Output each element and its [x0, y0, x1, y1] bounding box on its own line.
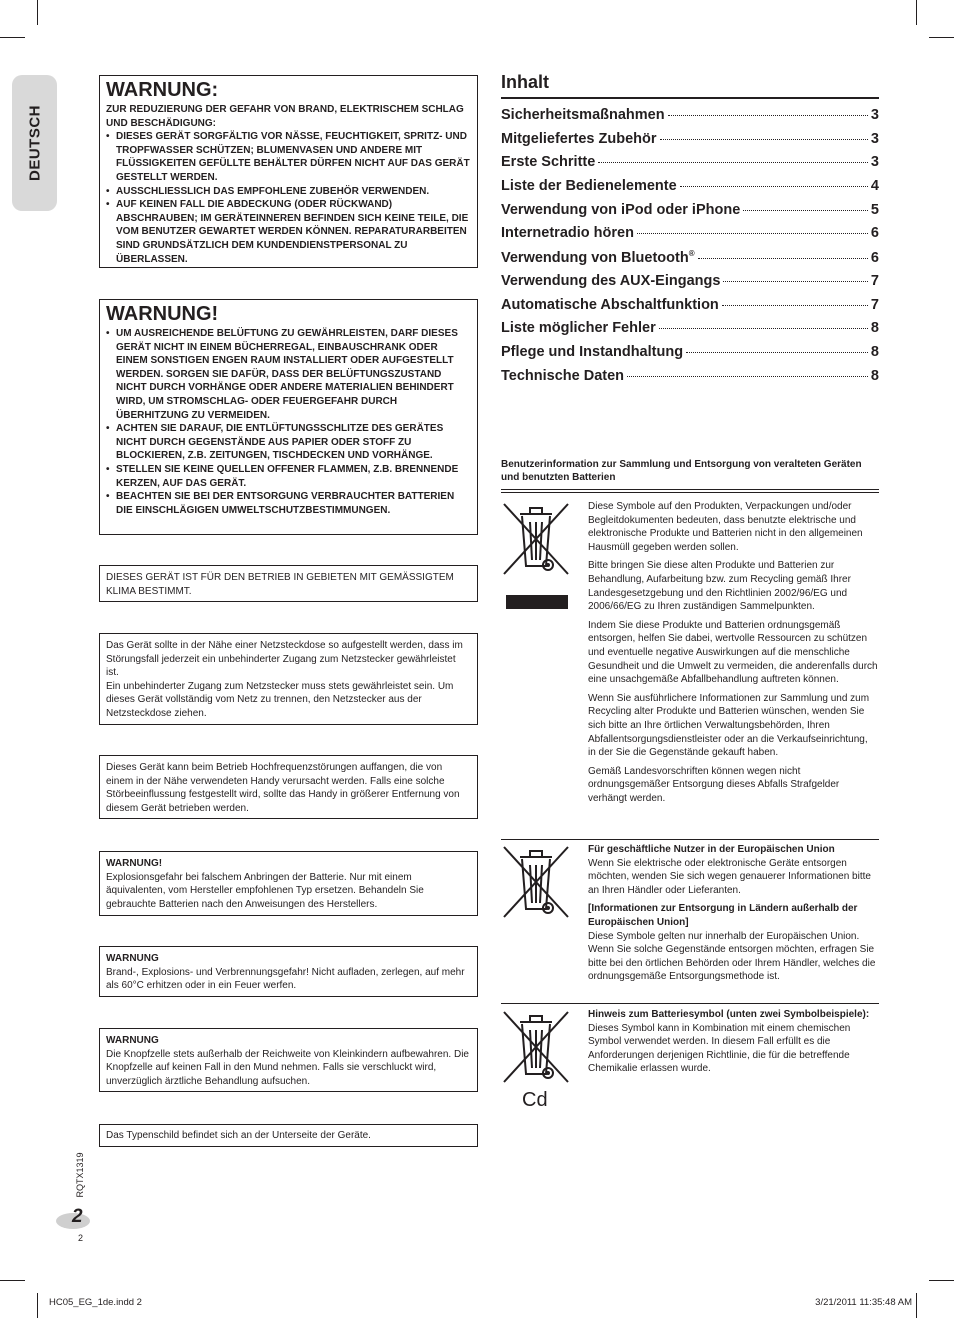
- toc-entry[interactable]: [501, 368, 879, 392]
- climate-note-box: [99, 565, 478, 602]
- disposal-paragraph: Gemäß Landesvorschriften können wegen nicht ordnungsgemäßer Entsorgung dieses Abfalls Strafgelder verhängt werden.: [588, 765, 840, 804]
- socket-note-p1: Das Gerät sollte in der Nähe einer Netzsteckdose so aufgestellt werden, dass im Störungsfall jederzeit ein unbehinderter Zugang zum Netzstecker gewährleistet ist.: [106, 640, 463, 679]
- toc-entry-page: 7: [870, 272, 879, 289]
- toc-leader: [743, 210, 868, 211]
- toc-entry-page: 3: [870, 130, 879, 147]
- toc-entry-page: 4: [870, 178, 879, 195]
- battery-symbol-text: Dieses Symbol kann in Kombination mit einem chemischen Symbol verwendet werden. In diesem Fall erfüllt es die Anforderungen derjenigen Richtlinie, die für die betreffende Chemikalie erlassen wurde.: [588, 1022, 851, 1075]
- toc-entry-label: Erste Schritte: [501, 154, 596, 171]
- toc-entry[interactable]: [501, 225, 879, 249]
- disposal-text-business: [588, 843, 878, 989]
- toc-entry-label: Technische Daten: [501, 367, 625, 384]
- disposal-divider: [501, 492, 879, 493]
- toc-entry-page: 6: [870, 225, 879, 242]
- disposal-paragraph: Indem Sie diese Produkte und Batterien ordnungsgemäß entsorgen, helfen Sie dabei, wertvolle Ressourcen zu schützen und eventuelle negative Auswirkungen auf die menschliche Gesundheit und die Umwelt zu vermeiden, die anderenfalls durch eine unsachgemäße Abfallbehandlung auftreten können.: [588, 619, 878, 686]
- crossed-bin-icon: [500, 500, 572, 612]
- battery-warning-title: WARNUNG!: [106, 858, 163, 869]
- toc-leader: [598, 162, 868, 163]
- page-number: 2: [72, 1206, 83, 1227]
- toc-leader: [659, 328, 868, 329]
- socket-note-box: [99, 633, 478, 725]
- toc-entry-page: 3: [870, 154, 879, 171]
- toc-entry[interactable]: [501, 320, 879, 344]
- disposal-separator: [501, 1003, 879, 1004]
- outside-title: [Informationen zur Entsorgung in Ländern außerhalb der Europäischen Union]: [588, 903, 858, 928]
- nameplate-note-box: [99, 1124, 478, 1147]
- table-of-contents: [501, 107, 879, 391]
- toc-entry-page: 5: [870, 201, 879, 218]
- toc-entry-label: Pflege und Instandhaltung: [501, 343, 684, 360]
- crop-mark: [929, 1280, 954, 1281]
- toc-entry-label: Internetradio hören: [501, 225, 634, 242]
- toc-leader: [722, 305, 868, 306]
- disposal-divider: [501, 489, 879, 490]
- toc-leader: [668, 115, 868, 116]
- toc-entry-label: Verwendung von iPod oder iPhone: [501, 201, 741, 218]
- toc-leader: [686, 352, 868, 353]
- toc-leader: [637, 233, 868, 234]
- toc-title: Inhalt: [501, 72, 549, 92]
- document-code-text: RQTX1319: [75, 1152, 85, 1198]
- document-code: [70, 1149, 90, 1201]
- warning-body: [106, 327, 471, 517]
- disposal-heading: Benutzerinformation zur Sammlung und Entsorgung von veralteten Geräten und benutzten Batterien: [501, 459, 862, 483]
- disposal-text-battery: [588, 1008, 878, 1081]
- toc-leader: [723, 281, 868, 282]
- battery-symbol-title: Hinweis zum Batteriesymbol (unten zwei Symbolbeispiele):: [588, 1009, 870, 1020]
- outside-text: Diese Symbole gelten nur innerhalb der Europäischen Union. Wenn Sie solche Gegenstände entsorgen möchten, erfragen Sie bitte bei den örtlichen Behörden oder Ihrem Händler, welches die ordnungsgemäße Entsorgungsmethode ist.: [588, 930, 876, 983]
- page-number-small: 2: [78, 1233, 84, 1243]
- warning-body: [106, 103, 471, 266]
- nameplate-note: Das Typenschild befindet sich an der Unterseite der Geräte.: [106, 1130, 371, 1141]
- warning-title: WARNUNG!: [106, 303, 219, 325]
- battery-warning-text: Die Knopfzelle stets außerhalb der Reichweite von Kleinkindern aufbewahren. Die Knopfzelle auf keinen Fall in den Mund nehmen. Falls sie verschluckt wird, unverzüglich ärztliche Behandlung aufsuchen.: [106, 1048, 469, 1087]
- warning-box-1: [99, 75, 478, 268]
- warning-title: WARNUNG:: [106, 79, 219, 101]
- toc-entry[interactable]: [501, 273, 879, 297]
- toc-entry-page: 6: [870, 249, 879, 266]
- toc-leader: [680, 186, 868, 187]
- warning-item: • STELLEN SIE KEINE QUELLEN OFFENER FLAMMEN, Z.B. BRENNENDE KERZEN, AUF DAS GERÄT.: [106, 463, 471, 490]
- toc-entry[interactable]: [501, 202, 879, 226]
- footer-datetime: 3/21/2011 11:35:48 AM: [815, 1297, 912, 1308]
- toc-entry[interactable]: [501, 249, 879, 273]
- warning-item: • AUF KEINEN FALL DIE ABDECKUNG (ODER RÜCKWAND) ABSCHRAUBEN; IM GERÄTEINNEREN BEFINDEN SICH KEINE TEILE, DIE VOM BENUTZER GEWARTET WERDEN KÖNNEN. REPARATURARBEITEN SIND GRUNDSÄTZLICH DEM KUNDENDIENSTPERSONAL ZU ÜBERLASSEN.: [106, 198, 471, 266]
- warning-box-2: [99, 299, 478, 535]
- business-text: Wenn Sie elektrische oder elektronische Geräte entsorgen möchten, wenden Sie sich wegen genauerer Informationen bitte an Ihren Händler oder Lieferanten.: [588, 857, 871, 896]
- disposal-paragraph: Diese Symbole auf den Produkten, Verpackungen und/oder Begleitdokumenten bedeuten, dass benutzte elektrische und elektronische Produkte und Batterien nicht in den allgemeinen Hausmüll gegeben werden sollen.: [588, 501, 863, 553]
- warning-item: • BEACHTEN SIE BEI DER ENTSORGUNG VERBRAUCHTER BATTERIEN DIE EINSCHLÄGIGEN UMWELTSCHUTZBESTIMMUNGEN.: [106, 490, 471, 517]
- toc-entry-label: Automatische Abschaltfunktion: [501, 296, 719, 313]
- rf-note: Dieses Gerät kann beim Betrieb Hochfrequenzstörungen auffangen, die von einem in der Nähe verwendeten Handy verursacht werden. Falls eine solche Störbeeinflussung festgestellt wird, sollte das Handy in größerer Entfernung von diesem Gerät betrieben werden.: [106, 762, 460, 814]
- toc-entry-label: Liste möglicher Fehler: [501, 320, 656, 337]
- toc-leader: [698, 258, 868, 259]
- outside-block: [588, 902, 878, 984]
- crop-mark: [916, 1293, 917, 1318]
- toc-leader: [627, 376, 868, 377]
- toc-entry-label: Liste der Bedienelemente: [501, 178, 677, 195]
- crop-mark: [916, 0, 917, 25]
- crop-mark: [37, 0, 38, 25]
- business-title: Für geschäftliche Nutzer in der Europäischen Union: [588, 844, 835, 855]
- toc-entry[interactable]: [501, 297, 879, 321]
- toc-entry[interactable]: [501, 107, 879, 131]
- toc-entry-page: 8: [870, 320, 879, 337]
- crossed-bin-icon: [500, 1008, 572, 1112]
- battery-warning-text: Brand-, Explosions- und Verbrennungsgefahr! Nicht aufladen, zerlegen, auf mehr als 60°C erhitzen oder in ein Feuer werfen.: [106, 966, 465, 992]
- registered-mark: ®: [688, 249, 695, 259]
- battery-warning-title: WARNUNG: [106, 1035, 159, 1046]
- footer-file: HC05_EG_1de.indd 2: [49, 1297, 142, 1308]
- crop-mark: [0, 37, 25, 38]
- toc-entry-page: 8: [870, 343, 879, 360]
- crop-mark: [0, 1280, 25, 1281]
- battery-warning-box-2: [99, 946, 478, 997]
- disposal-paragraph: Wenn Sie ausführlichere Informationen zur Sammlung und zum Recycling alter Produkte und Batterien wünschen, wenden Sie sich bitte an Ihre örtlichen Verwaltungsbehörden, Ihren Abfallentsorgungsdienstleister oder an die Verkaufseinrichtung, in der Sie die Gegenstände gekauft haben.: [588, 692, 870, 759]
- battery-warning-title: WARNUNG: [106, 953, 159, 964]
- disposal-text-main: [588, 500, 878, 810]
- toc-entry[interactable]: [501, 154, 879, 178]
- battery-warning-text: Explosionsgefahr bei falschem Anbringen der Batterie. Nur mit einem äquivalenten, vom Hersteller empfohlenen Typ ersetzen. Behandeln Sie gebrauchte Batterien nach den Anweisungen des Herstellers.: [106, 871, 424, 910]
- language-tab-label: DEUTSCH: [26, 104, 43, 182]
- warning-item: • UM AUSREICHENDE BELÜFTUNG ZU GEWÄHRLEISTEN, DARF DIESES GERÄT NICHT IN EINEM BÜCHERREGAL, EINBAUSCHRANK ODER EINEM SONSTIGEN ENGEN RAUM INSTALLIERT ODER AUFGESTELLT WERDEN. SORGEN SIE DAFÜR, DASS DER BELÜFTUNGSZUSTAND NICHT DURCH VORHÄNGE ODER ANDERE MATERIALIEN BEHINDERT WIRD, UM STROMSCHLAG- ODER FEUERGEFAHR DURCH ÜBERHITZUNG ZU VERMEIDEN.: [106, 327, 471, 422]
- warning-intro: ZUR REDUZIERUNG DER GEFAHR VON BRAND, ELEKTRISCHEM SCHLAG UND BESCHÄDIGUNG:: [106, 104, 464, 129]
- toc-entry-label-wrap: [501, 249, 695, 266]
- chemical-symbol: Cd: [522, 1089, 548, 1111]
- crossed-bin-icon: [500, 843, 572, 925]
- crop-mark: [929, 37, 954, 38]
- battery-block: [588, 1008, 878, 1076]
- warning-item: • AUSSCHLIESSLICH DAS EMPFOHLENE ZUBEHÖR VERWENDEN.: [106, 185, 471, 199]
- battery-warning-box-3: [99, 1028, 478, 1092]
- toc-entry-label: Mitgeliefertes Zubehör: [501, 130, 657, 147]
- warning-item: • ACHTEN SIE DARAUF, DIE ENTLÜFTUNGSSCHLITZE DES GERÄTES NICHT DURCH GEGENSTÄNDE AUS PAPIER ODER STOFF ZU BLOCKIEREN, Z.B. ZEITUNGEN, TISCHDECKEN UND VORHÄNGE.: [106, 422, 471, 463]
- toc-divider: [501, 97, 879, 99]
- climate-note: DIESES GERÄT IST FÜR DEN BETRIEB IN GEBIETEN MIT GEMÄSSIGTEM KLIMA BESTIMMT.: [106, 572, 454, 597]
- toc-entry[interactable]: [501, 178, 879, 202]
- toc-entry-page: 3: [870, 107, 879, 123]
- rf-note-box: [99, 755, 478, 819]
- toc-entry-label: Verwendung von Bluetooth: [501, 249, 689, 266]
- battery-warning-box-1: [99, 851, 478, 916]
- toc-entry-page: 8: [870, 367, 879, 384]
- business-block: [588, 843, 878, 897]
- warning-list: [106, 327, 471, 517]
- toc-entry-label: Sicherheitsmaßnahmen: [501, 107, 665, 123]
- socket-note-p2: Ein unbehinderter Zugang zum Netzstecker muss stets gewährleistet sein. Um dieses Gerät vollständig vom Netz zu trennen, den Netzstecker aus der Netzsteckdose ziehen.: [106, 680, 454, 719]
- language-tab: [12, 75, 57, 211]
- toc-entry-label: Verwendung des AUX-Eingangs: [501, 272, 721, 289]
- warning-list: [106, 130, 471, 266]
- disposal-paragraph: Bitte bringen Sie diese alten Produkte und Batterien zur Behandlung, Aufarbeitung bzw. zum Recycling gemäß Ihrer Landesgesetzgebung und den Richtlinien 2002/96/EG und 2006/66/EG zu Ihren zuständigen Sammelpunkten.: [588, 560, 851, 613]
- toc-entry-page: 7: [870, 296, 879, 313]
- warning-item: • DIESES GERÄT SORGFÄLTIG VOR NÄSSE, FEUCHTIGKEIT, SPRITZ- UND TROPFWASSER SCHÜTZEN; BLUMENVASEN UND ANDERE MIT FLÜSSIGKEITEN GEFÜLLTE BEHÄLTER DÜRFEN NICHT AUF DAS GERÄT GESTELLT WERDEN.: [106, 130, 471, 184]
- disposal-separator: [501, 839, 879, 840]
- toc-leader: [660, 139, 868, 140]
- crop-mark: [37, 1293, 38, 1318]
- toc-entry[interactable]: [501, 131, 879, 155]
- toc-entry[interactable]: [501, 344, 879, 368]
